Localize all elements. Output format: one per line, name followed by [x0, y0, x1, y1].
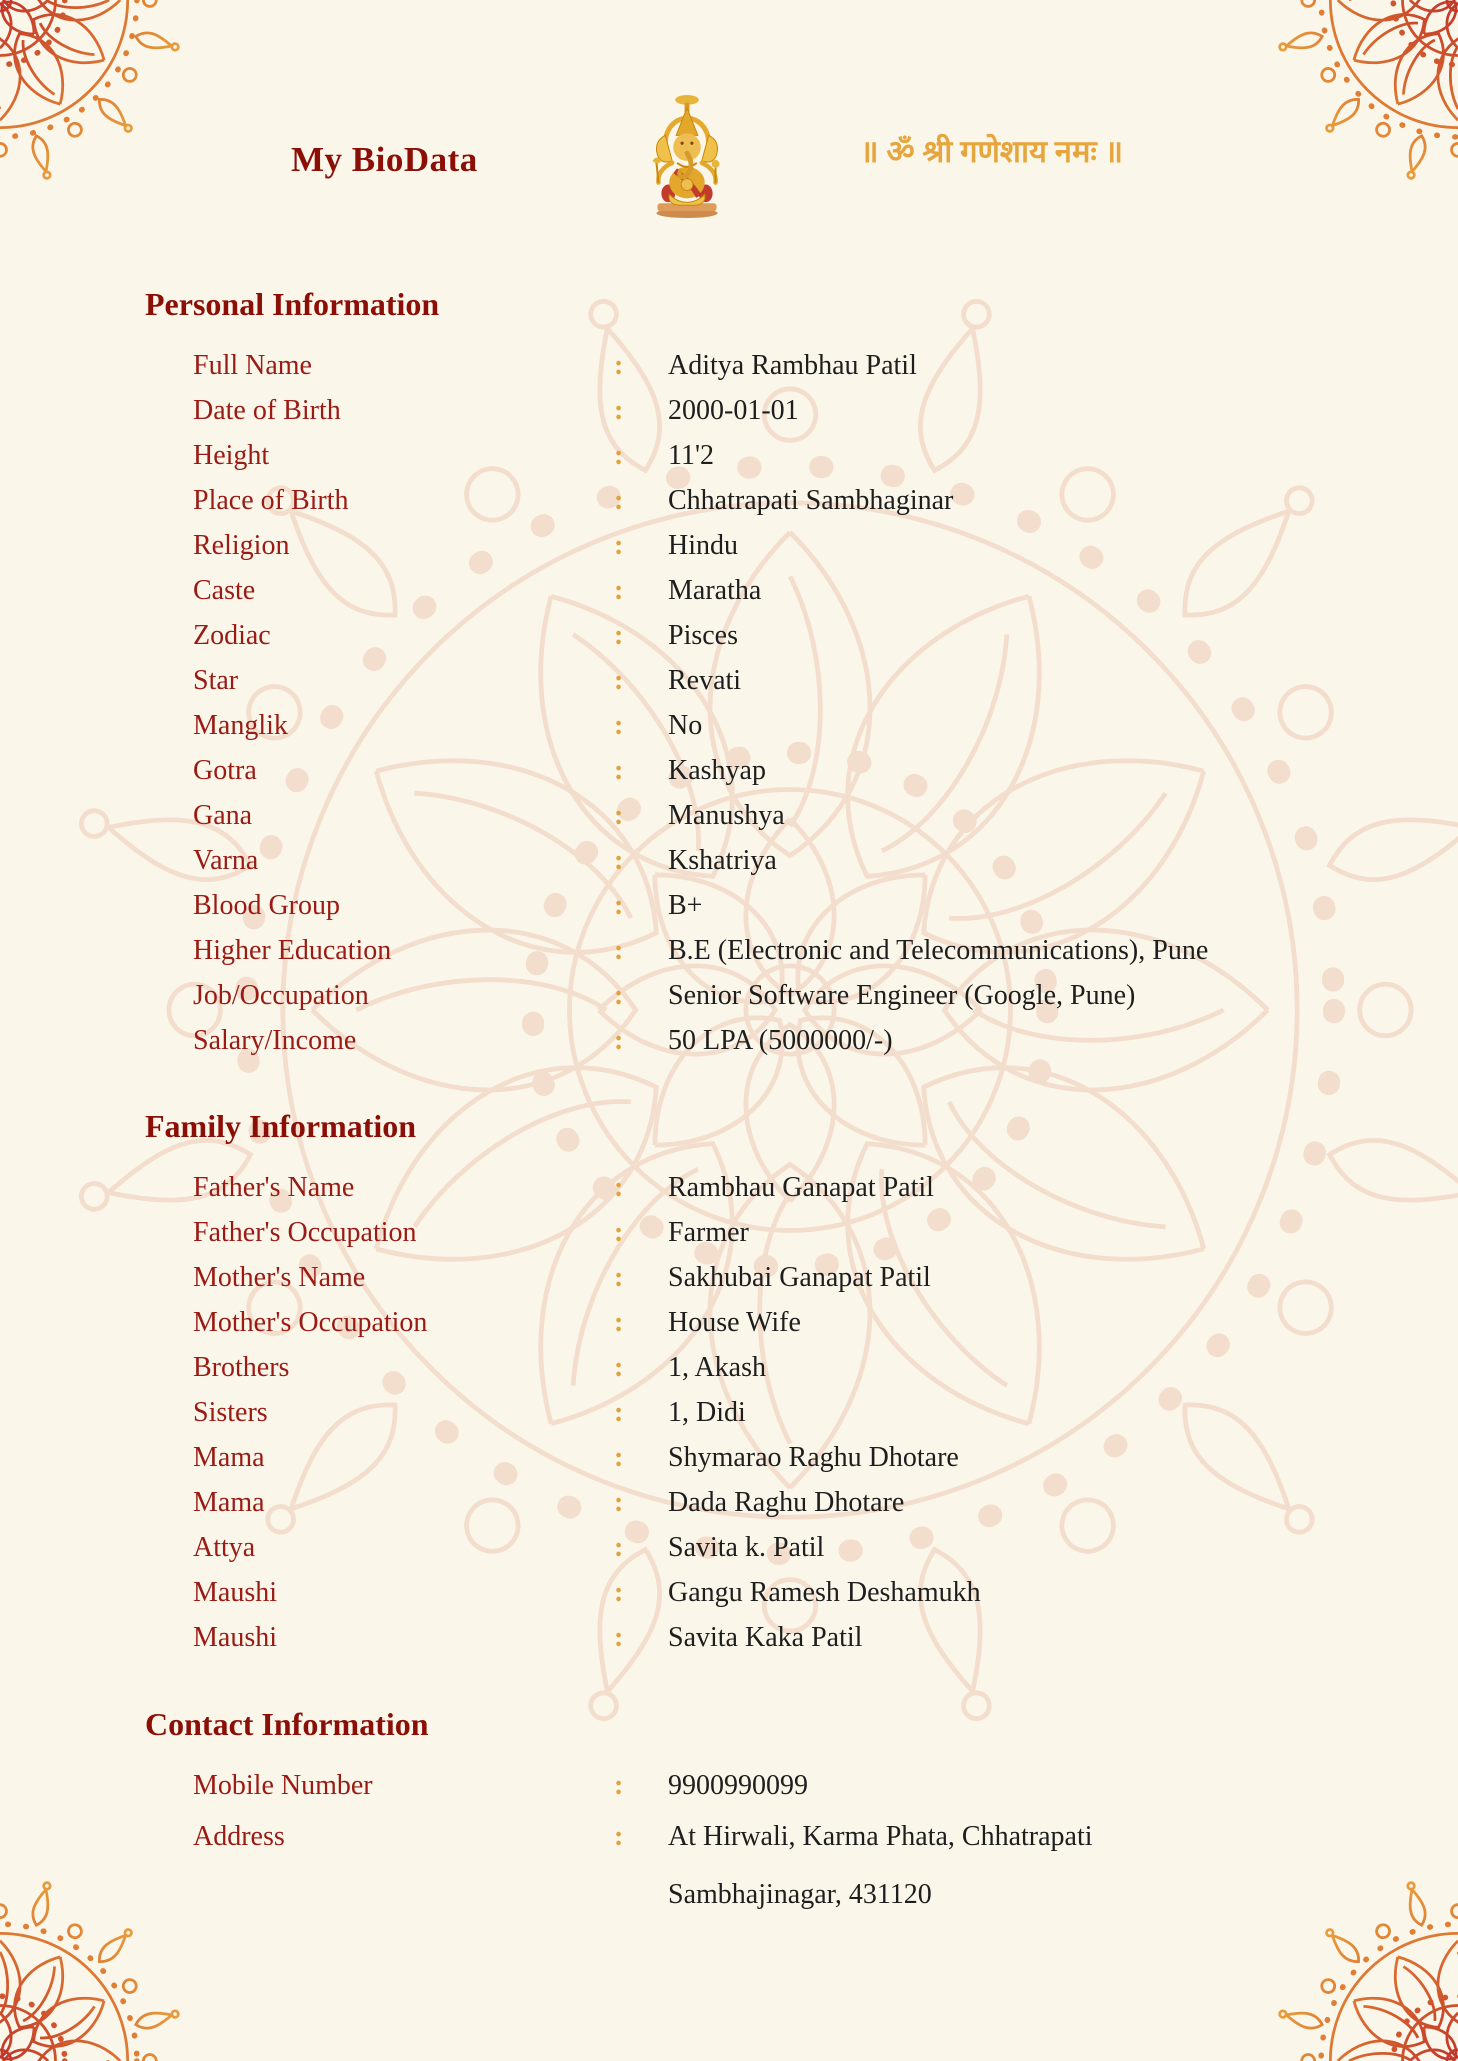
- colon-separator: :: [614, 1770, 624, 1801]
- info-row: [193, 388, 1335, 433]
- section-heading: Family Information: [145, 1108, 417, 1144]
- field-value: Farmer: [668, 1217, 749, 1248]
- field-value: Hindu: [668, 530, 738, 561]
- colon-separator: :: [614, 890, 624, 921]
- field-value: Aditya Rambhau Patil: [668, 350, 917, 381]
- info-row: [193, 1165, 1335, 1210]
- info-row: [193, 883, 1335, 928]
- info-row: [193, 1480, 1335, 1525]
- info-row: [193, 748, 1335, 793]
- field-label: Caste: [193, 575, 256, 606]
- colon-separator: :: [614, 485, 624, 516]
- field-value: Rambhau Ganapat Patil: [668, 1172, 934, 1203]
- field-label: Gana: [193, 800, 253, 831]
- colon-separator: :: [614, 1262, 624, 1293]
- field-label: Gotra: [193, 755, 257, 786]
- contact-info-rows: [145, 1763, 1335, 1924]
- ganesha-idol-icon: [645, 92, 729, 220]
- field-value: 9900990099: [668, 1770, 808, 1801]
- info-row: [193, 1018, 1335, 1063]
- colon-separator: :: [614, 1821, 624, 1852]
- field-label: Blood Group: [193, 890, 340, 921]
- colon-separator: :: [614, 1217, 624, 1248]
- field-value: Pisces: [668, 620, 738, 651]
- field-label: Star: [193, 665, 239, 696]
- info-row: [193, 1345, 1335, 1390]
- section-contact-information: [145, 1706, 1335, 1924]
- field-value: Savita Kaka Patil: [668, 1622, 863, 1653]
- field-label: Height: [193, 440, 270, 471]
- colon-separator: :: [614, 1307, 624, 1338]
- info-row: [193, 1300, 1335, 1345]
- field-label: Mobile Number: [193, 1770, 373, 1801]
- field-value: 1, Didi: [668, 1397, 746, 1428]
- colon-separator: :: [614, 1442, 624, 1473]
- colon-separator: :: [614, 440, 624, 471]
- field-value: 2000-01-01: [668, 395, 799, 426]
- info-row: [193, 1615, 1335, 1660]
- info-row: [193, 1210, 1335, 1255]
- corner-mandala-top-left-icon: [0, 0, 185, 185]
- field-label: Varna: [193, 845, 259, 876]
- page-title: My BioData: [291, 140, 478, 179]
- field-value: Kshatriya: [668, 845, 777, 876]
- field-label: Mama: [193, 1487, 265, 1518]
- colon-separator: :: [614, 755, 624, 786]
- colon-separator: :: [614, 1172, 624, 1203]
- field-value: House Wife: [668, 1307, 801, 1338]
- field-value: 11'2: [668, 440, 715, 471]
- field-label: Mama: [193, 1442, 265, 1473]
- field-value: Senior Software Engineer (Google, Pune): [668, 980, 1136, 1011]
- field-value: Savita k. Patil: [668, 1532, 825, 1563]
- colon-separator: :: [614, 1577, 624, 1608]
- field-label: Zodiac: [193, 620, 271, 651]
- field-label: Full Name: [193, 350, 312, 381]
- field-label: Place of Birth: [193, 485, 349, 516]
- info-row: [193, 1435, 1335, 1480]
- colon-separator: :: [614, 1397, 624, 1428]
- field-label: Mother's Name: [193, 1262, 366, 1293]
- colon-separator: :: [614, 395, 624, 426]
- field-value: Gangu Ramesh Deshamukh: [668, 1577, 981, 1608]
- field-label: Father's Occupation: [193, 1217, 417, 1248]
- section-heading: Personal Information: [145, 286, 440, 322]
- field-label: Maushi: [193, 1622, 277, 1653]
- colon-separator: :: [614, 1352, 624, 1383]
- field-value: Shymarao Raghu Dhotare: [668, 1442, 959, 1473]
- field-value: Kashyap: [668, 755, 766, 786]
- section-family-information: [145, 1108, 1335, 1660]
- colon-separator: :: [614, 1487, 624, 1518]
- colon-separator: :: [614, 935, 624, 966]
- field-value: Sakhubai Ganapat Patil: [668, 1262, 931, 1293]
- field-value: Chhatrapati Sambhaginar: [668, 485, 954, 516]
- field-label: Higher Education: [193, 935, 392, 966]
- field-value: 1, Akash: [668, 1352, 766, 1383]
- info-row: [193, 343, 1335, 388]
- colon-separator: :: [614, 575, 624, 606]
- info-row: [193, 523, 1335, 568]
- info-row: [193, 1570, 1335, 1615]
- colon-separator: :: [614, 530, 624, 561]
- info-row: [193, 1390, 1335, 1435]
- field-value: 50 LPA (5000000/-): [668, 1025, 893, 1056]
- field-value: No: [668, 710, 703, 741]
- field-label: Religion: [193, 530, 290, 561]
- section-personal-information: [145, 286, 1335, 1063]
- ganesh-mantra-text: ॥ ॐ श्री गणेशाय नमः ॥: [860, 134, 1124, 169]
- colon-separator: :: [614, 1532, 624, 1563]
- field-value: Manushya: [668, 800, 785, 831]
- personal-info-rows: [145, 343, 1335, 1063]
- info-row: [193, 1763, 1335, 1808]
- info-row: [193, 973, 1335, 1018]
- colon-separator: :: [614, 1025, 624, 1056]
- colon-separator: :: [614, 710, 624, 741]
- info-row: [193, 1808, 1335, 1924]
- field-label: Father's Name: [193, 1172, 355, 1203]
- info-row: [193, 928, 1335, 973]
- colon-separator: :: [614, 845, 624, 876]
- info-row: [193, 658, 1335, 703]
- info-row: [193, 793, 1335, 838]
- field-label: Job/Occupation: [193, 980, 369, 1011]
- field-label: Brothers: [193, 1352, 290, 1383]
- field-label: Mother's Occupation: [193, 1307, 428, 1338]
- info-row: [193, 568, 1335, 613]
- corner-mandala-top-right-icon: [1273, 0, 1458, 185]
- field-value: Dada Raghu Dhotare: [668, 1487, 905, 1518]
- field-label: Date of Birth: [193, 395, 341, 426]
- colon-separator: :: [614, 1622, 624, 1653]
- colon-separator: :: [614, 620, 624, 651]
- field-value: B+: [668, 890, 703, 921]
- colon-separator: :: [614, 350, 624, 381]
- field-value: Maratha: [668, 575, 762, 606]
- field-value: Revati: [668, 665, 742, 696]
- colon-separator: :: [614, 665, 624, 696]
- field-label: Manglik: [193, 710, 288, 741]
- family-info-rows: [145, 1165, 1335, 1660]
- field-label: Sisters: [193, 1397, 268, 1428]
- info-row: [193, 478, 1335, 523]
- colon-separator: :: [614, 800, 624, 831]
- info-row: [193, 703, 1335, 748]
- field-label: Address: [193, 1821, 285, 1852]
- info-row: [193, 1255, 1335, 1300]
- colon-separator: :: [614, 980, 624, 1011]
- field-value: At Hirwali, Karma Phata, Chhatrapati Sambhajinagar, 431120: [668, 1821, 1093, 1910]
- section-heading: Contact Information: [145, 1706, 429, 1742]
- field-label: Maushi: [193, 1577, 277, 1608]
- field-label: Salary/Income: [193, 1025, 357, 1056]
- field-value: B.E (Electronic and Telecommunications), Pune: [668, 935, 1209, 966]
- field-label: Attya: [193, 1532, 256, 1563]
- info-row: [193, 613, 1335, 658]
- info-row: [193, 838, 1335, 883]
- info-row: [193, 433, 1335, 478]
- info-row: [193, 1525, 1335, 1570]
